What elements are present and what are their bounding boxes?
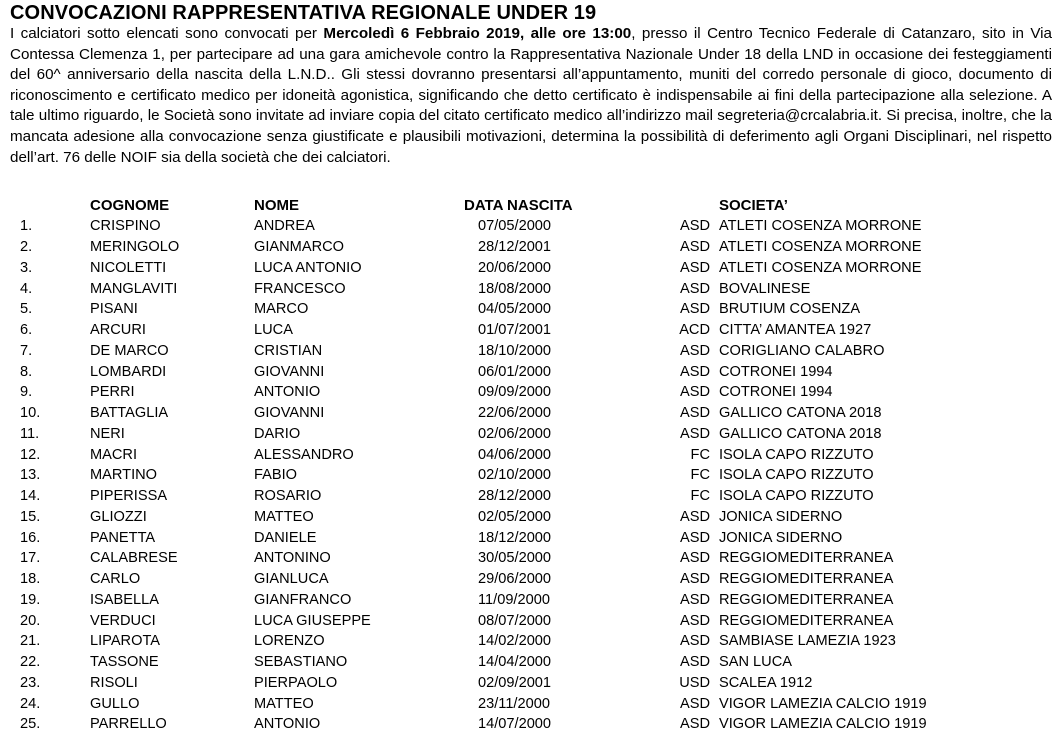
club-type-cell: ASD (679, 508, 710, 525)
club-type-cell: ASD (679, 633, 710, 650)
cognome-cell: PARRELLO (90, 716, 167, 733)
club-type-cell: ASD (679, 342, 710, 359)
cognome-cell: RISOLI (90, 674, 138, 691)
societa-cell: VIGOR LAMEZIA CALCIO 1919 (719, 716, 927, 733)
cognome-cell: ARCURI (90, 322, 146, 339)
table-row (10, 299, 979, 320)
row-number: 16. (20, 529, 41, 546)
row-number: 20. (20, 612, 41, 629)
societa-cell: GALLICO CATONA 2018 (719, 405, 882, 422)
data-nascita-cell: 04/06/2000 (478, 446, 552, 463)
table-row (10, 714, 979, 735)
club-type-cell: FC (690, 446, 710, 463)
players-table-body (10, 216, 979, 735)
societa-cell: ATLETI COSENZA MORRONE (719, 259, 922, 276)
table-row (10, 216, 979, 237)
cognome-cell: TASSONE (90, 654, 159, 671)
cognome-cell: CARLO (90, 571, 141, 588)
societa-cell: BRUTIUM COSENZA (719, 301, 861, 318)
cognome-cell: LIPAROTA (90, 633, 161, 650)
table-header-row (10, 194, 979, 216)
nome-cell: ALESSANDRO (254, 446, 354, 463)
table-row (10, 465, 979, 486)
row-number: 24. (20, 695, 41, 712)
data-nascita-cell: 14/07/2000 (478, 716, 552, 733)
nome-cell: GIANFRANCO (254, 591, 352, 608)
nome-cell: FRANCESCO (254, 280, 346, 297)
club-type-cell: ASD (679, 654, 710, 671)
club-type-cell: ACD (679, 322, 710, 339)
societa-cell: ISOLA CAPO RIZZUTO (719, 467, 874, 484)
row-number: 14. (20, 488, 41, 505)
row-number: 23. (20, 674, 41, 691)
row-number: 15. (20, 508, 41, 525)
societa-cell: GALLICO CATONA 2018 (719, 425, 882, 442)
data-nascita-cell: 01/07/2001 (478, 322, 552, 339)
data-nascita-cell: 28/12/2001 (478, 239, 552, 256)
nome-cell: ANTONINO (254, 550, 331, 567)
players-table (10, 194, 979, 735)
cognome-cell: PANETTA (90, 529, 156, 546)
header-cognome: COGNOME (90, 196, 170, 214)
nome-cell: GIOVANNI (254, 405, 325, 422)
table-row (10, 569, 979, 590)
societa-cell: REGGIOMEDITERRANEA (719, 591, 894, 608)
nome-cell: DANIELE (254, 529, 317, 546)
data-nascita-cell: 28/12/2000 (478, 488, 552, 505)
table-row (10, 673, 979, 694)
table-row (10, 486, 979, 507)
data-nascita-cell: 20/06/2000 (478, 259, 552, 276)
data-nascita-cell: 02/06/2000 (478, 425, 552, 442)
data-nascita-cell: 18/10/2000 (478, 342, 552, 359)
societa-cell: JONICA SIDERNO (719, 529, 843, 546)
nome-cell: GIOVANNI (254, 363, 325, 380)
table-row (10, 361, 979, 382)
nome-cell: LORENZO (254, 633, 325, 650)
data-nascita-cell: 14/04/2000 (478, 654, 552, 671)
club-type-cell: ASD (679, 384, 710, 401)
societa-cell: VIGOR LAMEZIA CALCIO 1919 (719, 695, 927, 712)
nome-cell: LUCA GIUSEPPE (254, 612, 371, 629)
cognome-cell: MERINGOLO (90, 239, 180, 256)
table-row (10, 693, 979, 714)
header-data-nascita: DATA NASCITA (464, 196, 573, 214)
header-club-type (658, 194, 719, 216)
data-nascita-cell: 07/05/2000 (478, 218, 552, 235)
club-type-cell: ASD (679, 259, 710, 276)
page-title: CONVOCAZIONI RAPPRESENTATIVA REGIONALE UNDER 19 (10, 2, 597, 24)
cognome-cell: CALABRESE (90, 550, 178, 567)
table-row (10, 527, 979, 548)
table-row (10, 403, 979, 424)
club-type-cell: ASD (679, 405, 710, 422)
data-nascita-cell: 06/01/2000 (478, 363, 552, 380)
row-number: 2. (20, 239, 33, 256)
cognome-cell: VERDUCI (90, 612, 156, 629)
table-row (10, 424, 979, 445)
societa-cell: JONICA SIDERNO (719, 508, 843, 525)
data-nascita-cell: 02/05/2000 (478, 508, 552, 525)
club-type-cell: ASD (679, 363, 710, 380)
row-number: 8. (20, 363, 33, 380)
cognome-cell: GLIOZZI (90, 508, 147, 525)
row-number: 5. (20, 301, 33, 318)
data-nascita-cell: 30/05/2000 (478, 550, 552, 567)
nome-cell: PIERPAOLO (254, 674, 338, 691)
data-nascita-cell: 14/02/2000 (478, 633, 552, 650)
societa-cell: COTRONEI 1994 (719, 363, 833, 380)
club-type-cell: ASD (679, 301, 710, 318)
table-row (10, 590, 979, 611)
row-number: 25. (20, 716, 41, 733)
table-row (10, 444, 979, 465)
header-societa: SOCIETA’ (719, 196, 788, 214)
row-number: 12. (20, 446, 41, 463)
table-row (10, 237, 979, 258)
cognome-cell: NICOLETTI (90, 259, 167, 276)
societa-cell: SAN LUCA (719, 654, 792, 671)
societa-cell: BOVALINESE (719, 280, 811, 297)
club-type-cell: ASD (679, 591, 710, 608)
nome-cell: ANTONIO (254, 384, 321, 401)
societa-cell: ATLETI COSENZA MORRONE (719, 218, 922, 235)
row-number: 22. (20, 654, 41, 671)
cognome-cell: ISABELLA (90, 591, 159, 608)
cognome-cell: MACRI (90, 446, 138, 463)
club-type-cell: ASD (679, 218, 710, 235)
cognome-cell: MANGLAVITI (90, 280, 178, 297)
data-nascita-cell: 23/11/2000 (478, 695, 550, 712)
nome-cell: ROSARIO (254, 488, 322, 505)
table-row (10, 610, 979, 631)
club-type-cell: ASD (679, 280, 710, 297)
nome-cell: SEBASTIANO (254, 654, 348, 671)
club-type-cell: ASD (679, 239, 710, 256)
row-number: 19. (20, 591, 41, 608)
cognome-cell: CRISPINO (90, 218, 161, 235)
societa-cell: REGGIOMEDITERRANEA (719, 612, 894, 629)
club-type-cell: USD (679, 674, 710, 691)
table-row (10, 278, 979, 299)
club-type-cell: ASD (679, 716, 710, 733)
header-nome: NOME (254, 196, 299, 214)
row-number: 21. (20, 633, 41, 650)
societa-cell: CORIGLIANO CALABRO (719, 342, 885, 359)
cognome-cell: PIPERISSA (90, 488, 168, 505)
societa-cell: REGGIOMEDITERRANEA (719, 571, 894, 588)
paragraph-intro: I calciatori sotto elencati sono convocati per (10, 25, 324, 42)
nome-cell: GIANLUCA (254, 571, 329, 588)
data-nascita-cell: 04/05/2000 (478, 301, 552, 318)
row-number: 1. (20, 218, 33, 235)
nome-cell: MATTEO (254, 508, 314, 525)
cognome-cell: NERI (90, 425, 125, 442)
document (10, 0, 1052, 733)
societa-cell: REGGIOMEDITERRANEA (719, 550, 894, 567)
club-type-cell: FC (690, 488, 710, 505)
table-row (10, 382, 979, 403)
row-number: 4. (20, 280, 33, 297)
club-type-cell: ASD (679, 571, 710, 588)
table-row (10, 320, 979, 341)
nome-cell: MARCO (254, 301, 309, 318)
club-type-cell: ASD (679, 550, 710, 567)
cognome-cell: PERRI (90, 384, 135, 401)
convocation-paragraph (10, 24, 1052, 168)
data-nascita-cell: 18/12/2000 (478, 529, 552, 546)
cognome-cell: DE MARCO (90, 342, 169, 359)
cognome-cell: BATTAGLIA (90, 405, 169, 422)
header-number (10, 194, 90, 216)
nome-cell: GIANMARCO (254, 239, 344, 256)
data-nascita-cell: 29/06/2000 (478, 571, 552, 588)
societa-cell: ISOLA CAPO RIZZUTO (719, 488, 874, 505)
cognome-cell: LOMBARDI (90, 363, 167, 380)
data-nascita-cell: 08/07/2000 (478, 612, 552, 629)
nome-cell: LUCA ANTONIO (254, 259, 362, 276)
row-number: 7. (20, 342, 33, 359)
table-row (10, 631, 979, 652)
club-type-cell: ASD (679, 529, 710, 546)
nome-cell: MATTEO (254, 695, 314, 712)
row-number: 9. (20, 384, 33, 401)
row-number: 18. (20, 571, 41, 588)
row-number: 17. (20, 550, 41, 567)
data-nascita-cell: 02/09/2001 (478, 674, 552, 691)
table-row (10, 341, 979, 362)
row-number: 3. (20, 259, 33, 276)
row-number: 10. (20, 405, 41, 422)
nome-cell: CRISTIAN (254, 342, 323, 359)
societa-cell: SCALEA 1912 (719, 674, 813, 691)
societa-cell: COTRONEI 1994 (719, 384, 833, 401)
data-nascita-cell: 09/09/2000 (478, 384, 552, 401)
table-row (10, 548, 979, 569)
societa-cell: SAMBIASE LAMEZIA 1923 (719, 633, 896, 650)
data-nascita-cell: 18/08/2000 (478, 280, 552, 297)
club-type-cell: ASD (679, 695, 710, 712)
societa-cell: CITTA’ AMANTEA 1927 (719, 322, 872, 339)
paragraph-date-time: Mercoledì 6 Febbraio 2019, alle ore 13:00 (323, 25, 632, 42)
cognome-cell: PISANI (90, 301, 138, 318)
cognome-cell: MARTINO (90, 467, 158, 484)
club-type-cell: FC (690, 467, 710, 484)
societa-cell: ISOLA CAPO RIZZUTO (719, 446, 874, 463)
row-number: 13. (20, 467, 41, 484)
data-nascita-cell: 11/09/2000 (478, 591, 550, 608)
nome-cell: DARIO (254, 425, 301, 442)
data-nascita-cell: 02/10/2000 (478, 467, 552, 484)
paragraph-body: , presso il Centro Tecnico Federale di Catanzaro, sito in Via Contessa Clemenza 1, per partecipare ad una gara amichevole contro la Rappresentativa Nazionale Under 18 della LND in occasione dei festeggiamenti del 60^ anniversario della nascita della L.N.D.. Gli stessi dovranno presentarsi all’appuntamento, muniti del corredo personale di gioco, documento di riconoscimento e certificato medico per idoneità agonistica, significando che detto certificato è indispensabile ai fini della partecipazione alla selezione. A tale ultimo riguardo, le Società sono invitate ad inviare copia del citato certificato medico all’indirizzo mail segreteria@crcalabria.it. Si precisa, inoltre, che la mancata adesione alla convocazione senza giustificate e plausibili motivazioni, determina la possibilità di deferimento agli Organi Disciplinari, nel rispetto dell’art. 76 delle NOIF sia della società che dei calciatori. (10, 25, 1052, 166)
row-number: 6. (20, 322, 33, 339)
table-row (10, 258, 979, 279)
table-row (10, 507, 979, 528)
nome-cell: FABIO (254, 467, 297, 484)
societa-cell: ATLETI COSENZA MORRONE (719, 239, 922, 256)
cognome-cell: GULLO (90, 695, 140, 712)
nome-cell: LUCA (254, 322, 293, 339)
nome-cell: ANDREA (254, 218, 315, 235)
row-number: 11. (20, 425, 40, 442)
nome-cell: ANTONIO (254, 716, 321, 733)
table-row (10, 652, 979, 673)
club-type-cell: ASD (679, 425, 710, 442)
club-type-cell: ASD (679, 612, 710, 629)
data-nascita-cell: 22/06/2000 (478, 405, 552, 422)
